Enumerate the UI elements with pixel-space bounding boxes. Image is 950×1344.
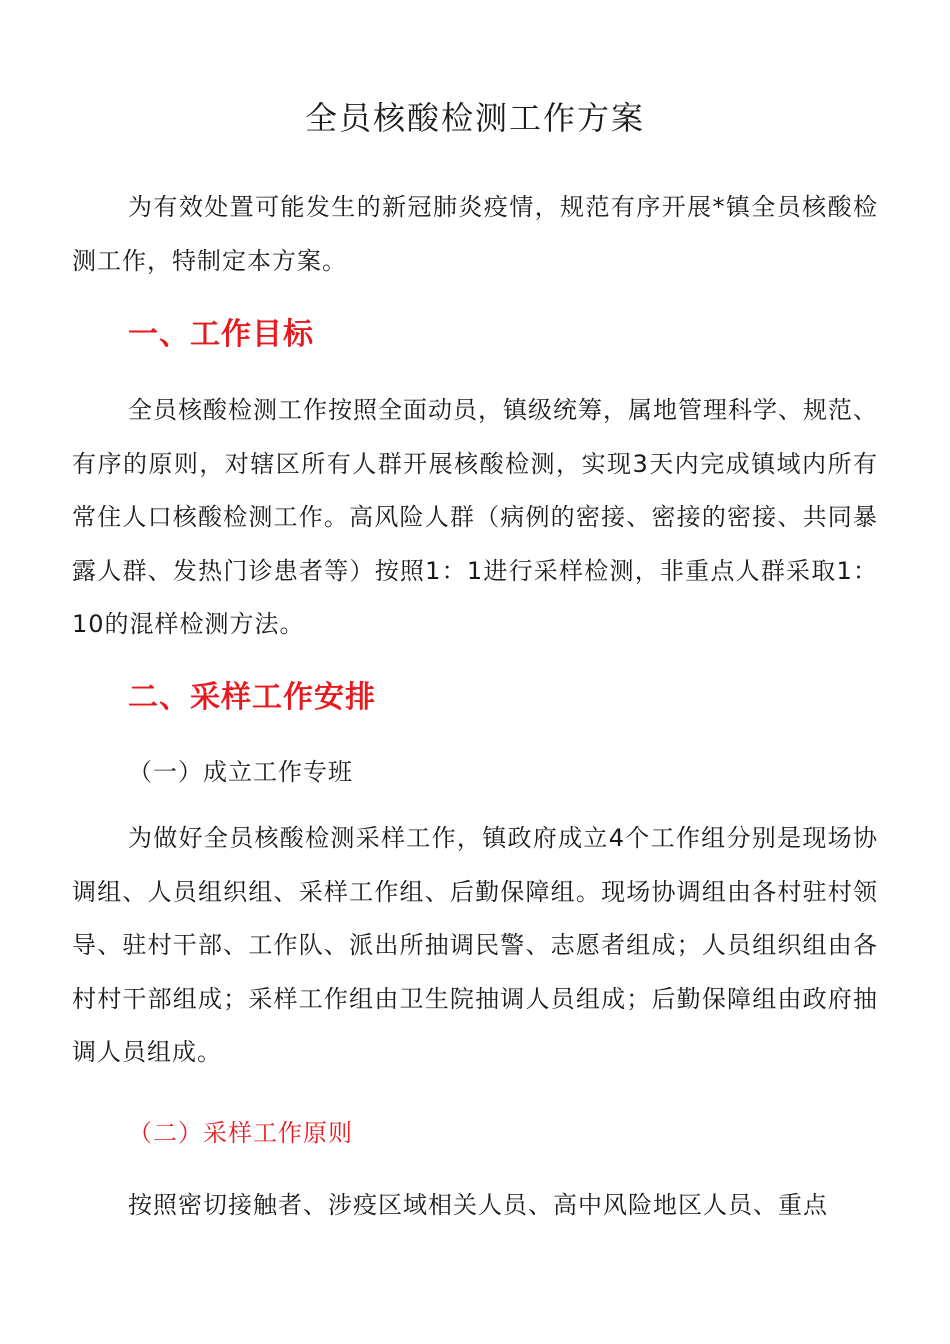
section2-heading: 二、采样工作安排	[128, 680, 376, 715]
section1-heading: 一、工作目标	[128, 317, 314, 352]
subsection1-heading: （一）成立工作专班	[128, 758, 353, 786]
intro-paragraph: 为有效处置可能发生的新冠肺炎疫情，规范有序开展*镇全员核酸检测工作，特制定本方案。	[72, 193, 878, 275]
subsection1-body: 为做好全员核酸检测采样工作，镇政府成立4个工作组分别是现场协调组、人员组织组、采样工作组、后勤保障组。现场协调组由各村驻村领导、驻村干部、工作队、派出所抽调民警、志愿者组成；人员组织组由各村村干部组成；采样工作组由卫生院抽调人员组成；后勤保障组由政府抽调人员组成。	[72, 824, 878, 1066]
subsection2-heading: （二）采样工作原则	[128, 1119, 353, 1147]
section1-body: 全员核酸检测工作按照全面动员，镇级统筹，属地管理科学、规范、有序的原则，对辖区所有人群开展核酸检测，实现3天内完成镇域内所有常住人口核酸检测工作。高风险人群（病例的密接、密接的密接、共同暴露人群、发热门诊患者等）按照1：1进行采样检测，非重点人群采取1：10的混样检测方法。	[72, 396, 878, 638]
subsection2-body: 按照密切接触者、涉疫区域相关人员、高中风险地区人员、重点	[128, 1191, 828, 1219]
document-title: 全员核酸检测工作方案	[304, 99, 645, 137]
